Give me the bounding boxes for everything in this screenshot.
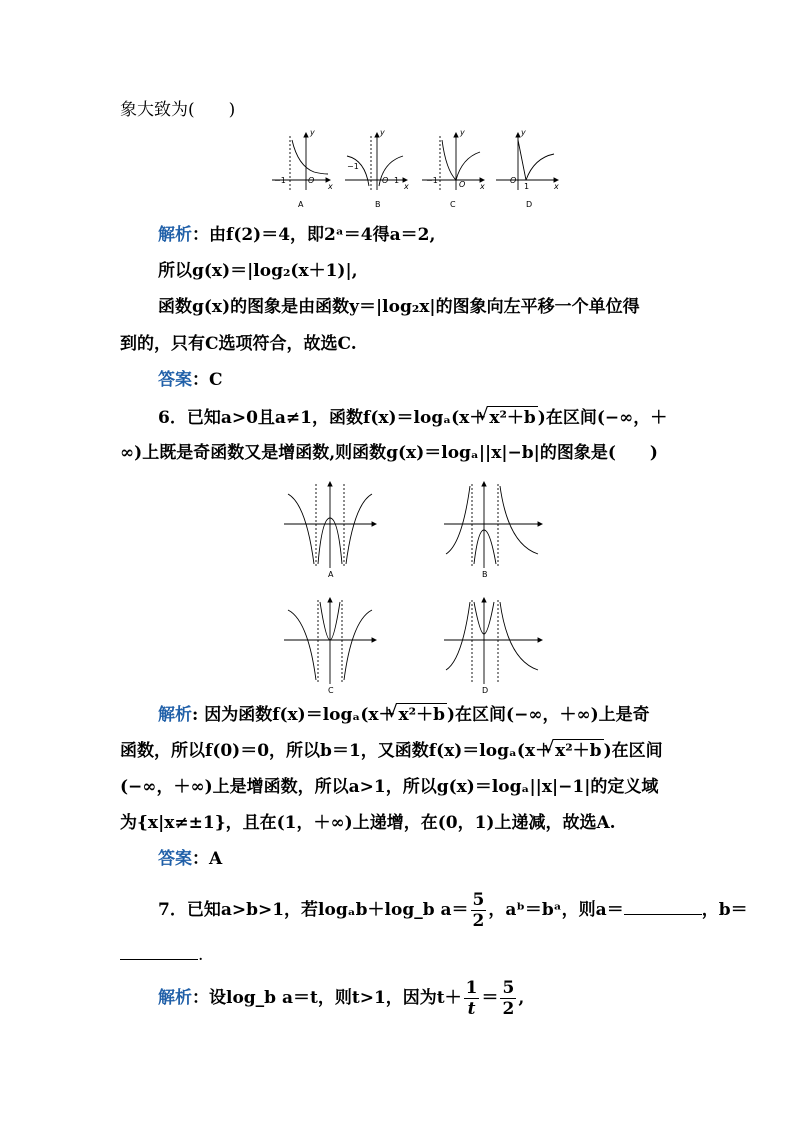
- q7-stem-fraction: [471, 890, 487, 931]
- q5-b-tick: −1: [347, 162, 359, 171]
- q5-graphs-svg: [270, 128, 540, 214]
- q7-analysis-line1: [158, 976, 524, 1020]
- q6-label-b: B: [482, 570, 488, 579]
- q6-graph-d: [444, 598, 542, 684]
- q6-answer-label: 答案: [158, 849, 192, 869]
- q5-b-origin: O: [382, 176, 389, 185]
- q6-stem-part2: )在区间(−∞，＋: [537, 408, 668, 428]
- q6-answer-value: ：A: [192, 849, 223, 869]
- q6-stem-line1: [158, 406, 667, 429]
- q6-analysis-part2: )在区间(−∞，＋∞)上是奇: [446, 705, 650, 725]
- q5-answer: [158, 369, 223, 391]
- q5-a-x: x: [328, 182, 333, 191]
- q5-a-tick: −1: [274, 176, 286, 185]
- q7-stem-line2: [120, 944, 203, 966]
- q7-frac3-num: 5: [502, 978, 515, 998]
- q6-stem-sqrt: √ x²＋b: [487, 406, 537, 429]
- q7-blank-b[interactable]: [120, 945, 198, 960]
- q7-analysis-part2: ＝: [481, 988, 499, 1008]
- q6-figures: [282, 478, 552, 695]
- q7-analysis-label: 解析: [158, 988, 192, 1008]
- q7-stem-part1: 7．已知a>b>1，若logₐb＋log_b a＝: [158, 900, 469, 920]
- q6-analysis-part4: )在区间: [603, 741, 663, 761]
- q7-stem-end: .: [198, 945, 204, 965]
- q7-analysis-end: ,: [518, 988, 525, 1008]
- q5-analysis-line1: [158, 224, 435, 246]
- q6-analysis-line1: [158, 703, 650, 726]
- q5-label-b: B: [375, 200, 381, 209]
- q5-a-y: y: [310, 128, 315, 137]
- q6-graph-b: [444, 482, 542, 568]
- q5-analysis-text1: ：由f(2)＝4，即2ᵃ＝4得a＝2,: [192, 225, 436, 245]
- q7-analysis-part1: ：设log_b a＝t，则t>1，因为t＋: [192, 988, 462, 1008]
- q6-graph-c: [284, 598, 376, 684]
- q5-b-tick1: 1: [394, 176, 400, 185]
- q5-label-d: D: [526, 200, 533, 209]
- q6-stem-part1: 6．已知a>0且a≠1，函数f(x)＝logₐ(x＋: [158, 408, 487, 428]
- q5-b-x: x: [404, 182, 409, 191]
- q5-c-y: y: [460, 128, 465, 137]
- q5-label-c: C: [450, 200, 456, 209]
- q6-analysis-sqrt1: √ x²＋b: [397, 703, 447, 726]
- q5-answer-label: 答案: [158, 370, 192, 390]
- q5-d-x: x: [554, 182, 559, 191]
- q7-frac3-den: 2: [502, 999, 515, 1019]
- q7-frac-num: 5: [472, 890, 485, 910]
- q7-stem-part3: ，b＝: [701, 900, 748, 920]
- q5-d-origin: O: [510, 176, 517, 185]
- q6-label-a: A: [328, 570, 334, 579]
- q7-blank-a[interactable]: [624, 900, 702, 915]
- q5-a-origin: O: [308, 176, 315, 185]
- q5-analysis-line3: 函数g(x)的图象是由函数y＝|log₂x|的图象向左平移一个单位得: [158, 297, 640, 317]
- q6-label-c: C: [328, 686, 334, 695]
- q6-stem-line2: ∞)上既是奇函数又是增函数,则函数g(x)＝logₐ||x|−b|的图象是( ): [120, 443, 658, 463]
- q5-stem-end: 象大致为( ): [120, 100, 236, 120]
- q6-analysis-sqrt2: √ x²＋b: [553, 739, 603, 762]
- q6-analysis-label: 解析: [158, 705, 192, 725]
- q6-analysis-line2: [120, 739, 663, 762]
- q7-analysis-fraction2: [500, 978, 516, 1019]
- q6-graph-a: [284, 482, 376, 568]
- q5-c-tick: −1: [426, 176, 438, 185]
- q7-stem-part2: ，aᵇ＝bᵃ，则a＝: [488, 900, 624, 920]
- q7-stem-line1: [158, 888, 748, 932]
- q6-graphs-svg: [282, 478, 552, 688]
- q6-analysis-part1: : 因为函数f(x)＝logₐ(x＋: [192, 705, 396, 725]
- q6-analysis-line4: 为{x|x≠±1}，且在(1，＋∞)上递增，在(0，1)上递减，故选A.: [120, 813, 616, 833]
- q5-d-y: y: [521, 128, 526, 137]
- q5-analysis-line2: 所以g(x)＝|log₂(x＋1)|,: [158, 261, 358, 281]
- q5-answer-value: ：C: [192, 370, 223, 390]
- q7-frac-den: 2: [472, 911, 485, 931]
- q6-label-d: D: [482, 686, 489, 695]
- q7-frac2-den: t: [467, 999, 476, 1019]
- q5-label-a: A: [298, 200, 304, 209]
- q5-c-origin: O: [459, 180, 466, 189]
- q5-b-y: y: [380, 128, 385, 137]
- q5-c-x: x: [480, 182, 485, 191]
- q6-analysis-line3: (−∞，＋∞)上是增函数，所以a>1，所以g(x)＝logₐ||x|−1|的定义域: [120, 777, 659, 797]
- q5-analysis-label: 解析: [158, 225, 192, 245]
- q5-figures: [270, 128, 559, 214]
- q7-analysis-fraction1: [464, 978, 480, 1019]
- q5-analysis-line4: 到的，只有C选项符合，故选C.: [120, 334, 357, 354]
- q6-analysis-part3: 函数，所以f(0)＝0，所以b＝1，又函数f(x)＝logₐ(x＋: [120, 741, 553, 761]
- q5-d-tick1: 1: [524, 182, 530, 191]
- q7-frac2-num: 1: [465, 978, 478, 998]
- q6-answer: [158, 848, 222, 870]
